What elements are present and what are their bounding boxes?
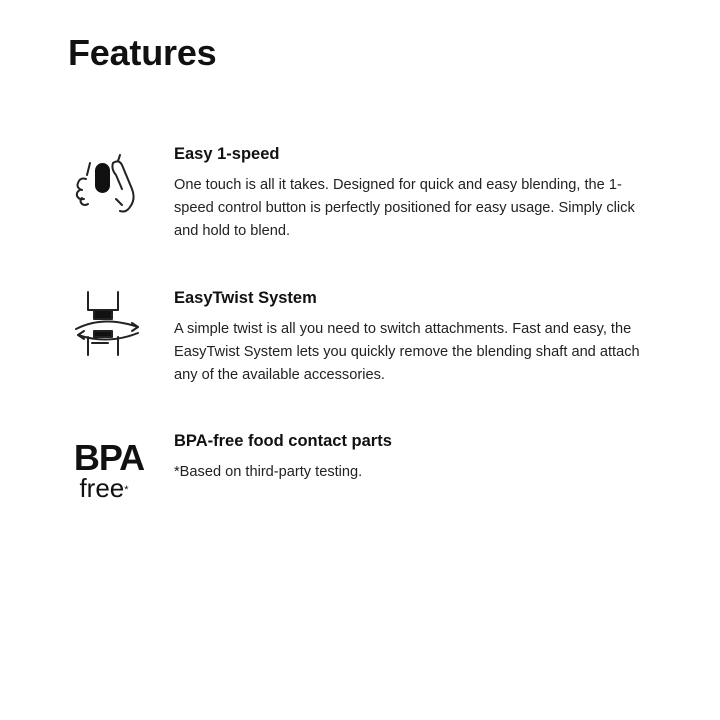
feature-heading: Easy 1-speed: [174, 145, 280, 163]
finger-press-icon: [56, 145, 152, 225]
feature-description: *Based on third-party testing.: [174, 464, 363, 480]
free-logo-text: free*: [79, 473, 129, 503]
bpa-logo-text: BPA: [73, 437, 145, 478]
feature-description: A simple twist is all you need to switch attachments. Fast and easy, the EasyTwist System lets you quickly remove the blending shaft and attach any of the available accessories.: [174, 321, 640, 383]
page-title: Features: [68, 32, 217, 73]
twist-attach-icon: [56, 289, 152, 369]
feature-description: One touch is all it takes. Designed for quick and easy blending, the 1-speed control button is perfectly positioned for easy usage. Simply click and hold to blend.: [174, 177, 635, 239]
bpa-free-logo: [64, 437, 154, 503]
feature-heading: BPA-free food contact parts: [174, 432, 392, 450]
feature-heading: EasyTwist System: [174, 289, 317, 307]
